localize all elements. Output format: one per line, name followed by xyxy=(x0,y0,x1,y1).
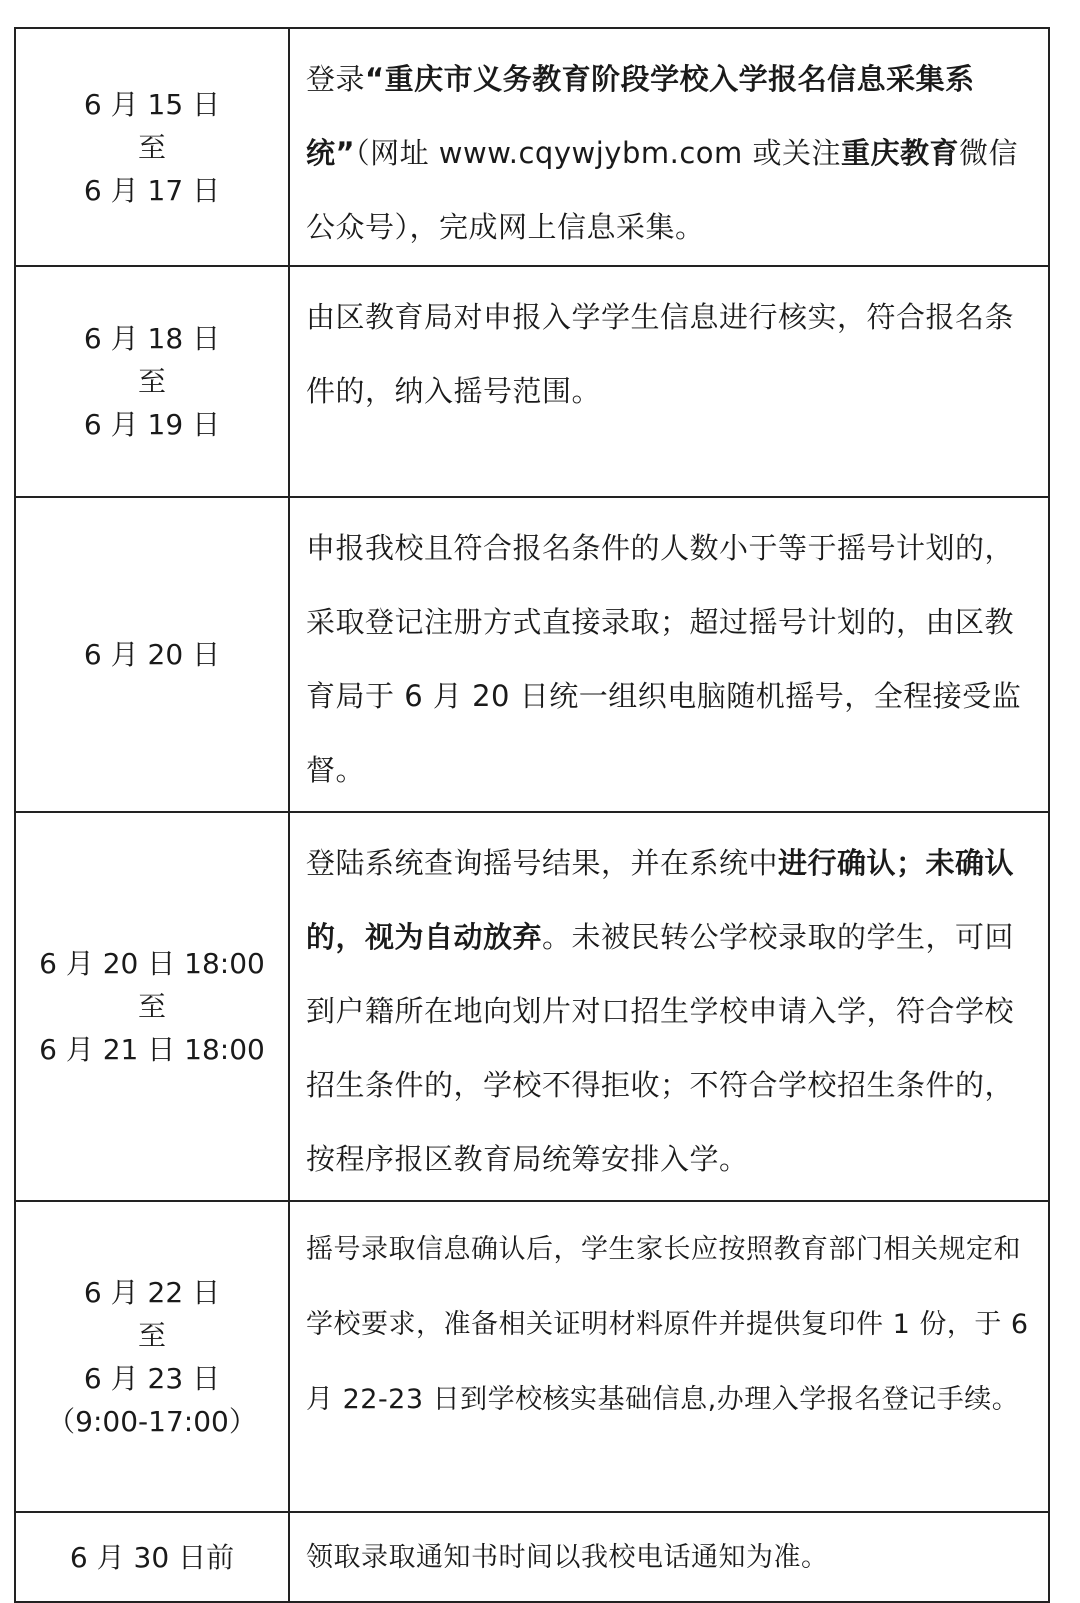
table-row xyxy=(15,1201,1049,1512)
date-cell xyxy=(15,1512,289,1602)
date-line: 至 xyxy=(137,1318,166,1352)
date-cell xyxy=(15,497,289,812)
description-text: 摇号录取信息确认后，学生家长应按照教育部门相关规定和学校要求，准备相关证明材料原件并提供复印件 1 份，于 6 月 22-23 日到学校核实基础信息,办理入学报名登记手续。 xyxy=(306,1234,1029,1415)
date-line: 至 xyxy=(137,990,166,1023)
table-row xyxy=(15,812,1049,1201)
description-text: 由区教育局对申报入学学生信息进行核实，符合报名条件的，纳入摇号范围。 xyxy=(306,300,1015,408)
date-line: 6 月 30 日前 xyxy=(69,1540,235,1574)
date-line: 6 月 21 日 18:00 xyxy=(39,1033,265,1066)
date-line: 6 月 20 日 xyxy=(83,638,221,671)
table-row xyxy=(15,28,1049,266)
description-cell xyxy=(289,266,1049,497)
description-cell xyxy=(289,497,1049,812)
description-cell xyxy=(289,812,1049,1201)
table-row xyxy=(15,497,1049,812)
date-cell xyxy=(15,266,289,497)
table-row xyxy=(15,266,1049,497)
date-line: 6 月 23 日 xyxy=(83,1361,221,1395)
description-text: 微信公众号），完成网上信息采集。 xyxy=(306,136,1019,244)
description-text: 登陆系统查询摇号结果，并在系统中 xyxy=(306,846,779,880)
description-cell xyxy=(289,1512,1049,1602)
description-text: 领取录取通知书时间以我校电话通知为准。 xyxy=(306,1541,829,1573)
system-name-text: “重庆市义务教育阶段学校入学报名信息采集系统” xyxy=(306,62,975,170)
date-line: 至 xyxy=(137,130,166,164)
date-line: 6 月 18 日 xyxy=(83,322,221,355)
date-line: 至 xyxy=(137,365,166,398)
description-text: 。未被民转公学校录取的学生，可回到户籍所在地向划片对口招生学校申请入学，符合学校招生条件的，学校不得拒收；不符合学校招生条件的，按程序报区教育局统筹安排入学。 xyxy=(306,920,1015,1176)
description-text: 申报我校且符合报名条件的人数小于等于摇号计划的，采取登记注册方式直接录取；超过摇号计划的，由区教育局于 6 月 20 日统一组织电脑随机摇号，全程接受监督。 xyxy=(306,531,1022,787)
date-line: 6 月 15 日 xyxy=(83,87,221,121)
wechat-account-name: 重庆教育 xyxy=(840,136,959,170)
description-cell xyxy=(289,28,1049,266)
date-line: 6 月 20 日 18:00 xyxy=(39,947,265,980)
date-line: 6 月 19 日 xyxy=(83,408,221,441)
description-cell xyxy=(289,1201,1049,1512)
confirmation-emphasis-text: 进行确认；未确认的，视为自动放弃 xyxy=(306,846,1015,954)
date-cell xyxy=(15,812,289,1201)
date-line: 6 月 17 日 xyxy=(83,173,221,207)
description-text: （网址 www.cqywjybm.com 或关注 xyxy=(355,136,841,170)
date-cell xyxy=(15,1201,289,1512)
date-line: 6 月 22 日 xyxy=(83,1275,221,1309)
description-text: 登录 xyxy=(306,62,366,96)
time-range-line: （9:00-17:00） xyxy=(47,1404,257,1438)
date-cell xyxy=(15,28,289,266)
table-row xyxy=(15,1512,1049,1602)
enrollment-schedule-table xyxy=(14,27,1050,1603)
